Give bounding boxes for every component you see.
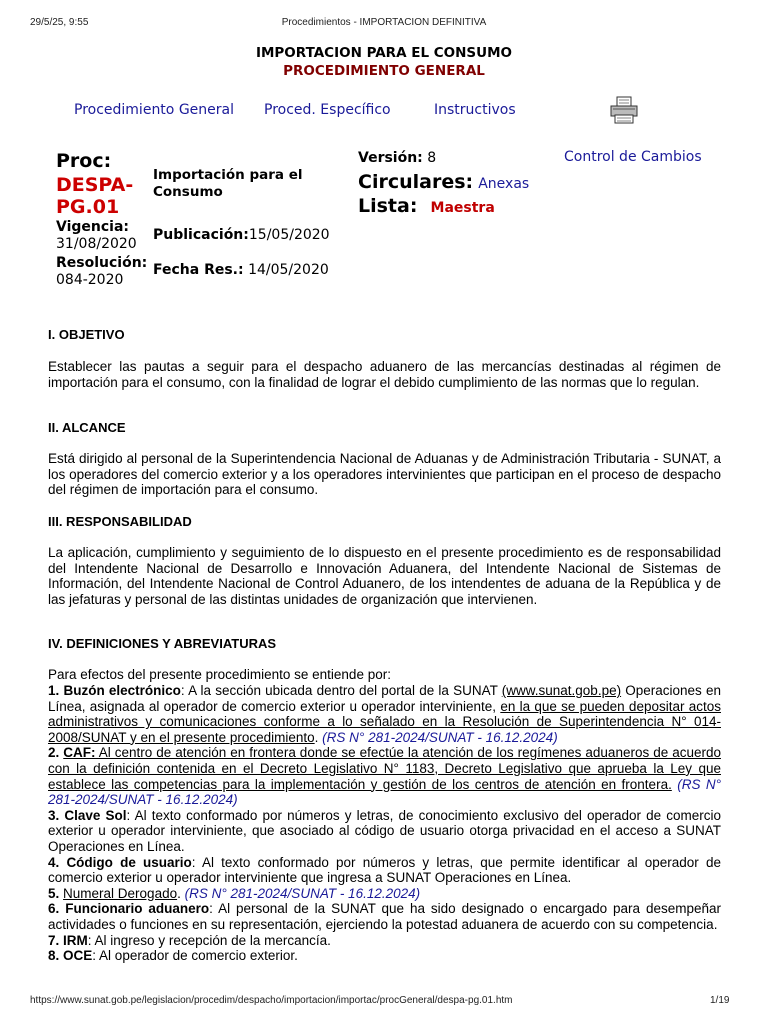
sunat-url-link[interactable]: (www.sunat.gob.pe)	[501, 683, 622, 698]
lista-label: Lista:	[358, 195, 418, 217]
proc-name-line1: Importación para el	[153, 167, 303, 183]
def7-text: : Al ingreso y recepción de la mercancía.	[87, 932, 331, 948]
def3-term: Clave Sol	[64, 807, 127, 823]
alcance-paragraph: Está dirigido al personal de la Superintendencia Nacional de Aduanas y de Administración Tributaria - SUNAT, a los operadores del comercio exterior y a los operadores intervinientes que participan en el proceso de despacho del régimen de importación para el consumo.	[48, 451, 721, 498]
def4-number: 4.	[48, 854, 60, 870]
objetivo-heading: I. OBJETIVO	[48, 327, 125, 342]
fecha-res-label: Fecha Res.:	[153, 262, 244, 278]
def1-text-b: Operaciones en Línea, asignada al operador de comercio exterior u operador interviniente,	[48, 683, 721, 714]
def5-text: Numeral Derogado	[63, 885, 178, 901]
def3-number: 3.	[48, 807, 60, 823]
lista-maestra-link[interactable]: Maestra	[430, 200, 495, 216]
def8-text: : Al operador de comercio exterior.	[92, 948, 298, 964]
nav-procedimiento-general-link[interactable]: Procedimiento General	[74, 102, 234, 118]
document-subtitle: PROCEDIMIENTO GENERAL	[283, 63, 485, 79]
def4-term: Código de usuario	[66, 854, 192, 870]
publicacion-value: 15/05/2020	[248, 227, 330, 243]
definition-item-1	[48, 683, 721, 745]
def1-term: Buzón electrónico	[63, 683, 181, 698]
definition-item-5	[48, 886, 721, 902]
alcance-heading: II. ALCANCE	[48, 420, 126, 435]
def7-term: IRM	[63, 932, 88, 948]
definiciones-heading: IV. DEFINICIONES Y ABREVIATURAS	[48, 636, 277, 651]
definition-item-7	[48, 933, 721, 949]
resolucion-value: 084-2020	[56, 272, 124, 288]
nav-proced-especifico-link[interactable]: Proced. Específico	[264, 102, 391, 118]
proc-name-line2: Consumo	[153, 184, 223, 200]
def8-term: OCE	[63, 948, 93, 964]
def6-number: 6.	[48, 901, 60, 917]
document-title: IMPORTACION PARA EL CONSUMO	[255, 45, 513, 61]
definiciones-intro: Para efectos del presente procedimiento se entiende por:	[48, 667, 391, 682]
def2-term: CAF:	[63, 745, 96, 761]
print-footer-url: https://www.sunat.gob.pe/legislacion/procedim/despacho/importacion/importac/procGeneral/despa-pg.01.htm	[30, 995, 513, 1006]
vigencia-label: Vigencia:	[56, 219, 130, 235]
publicacion	[153, 227, 330, 243]
responsabilidad-paragraph: La aplicación, cumplimiento y seguimiento de lo dispuesto en el presente procedimiento es de responsabilidad del Intendente Nacional de Desarrollo e Innovación Aduanera, del Intendente Nacional de Sistemas de Información, del Intendente Nacional de Control Aduanero, de los intendentes de aduana de la República y de las jefaturas y personal de las distintas unidades de organización que intervienen.	[48, 545, 721, 607]
def6-text: : Al personal de la SUNAT que ha sido designado o encargado para desempeñar actividades o funciones en su representación, ejerciendo la potestad aduanera de acuerdo con su competencia.	[48, 901, 722, 932]
printer-icon[interactable]	[609, 96, 639, 124]
circulares-label: Circulares:	[358, 171, 474, 193]
vigencia-value: 31/08/2020	[56, 236, 137, 252]
def8-number: 8.	[48, 948, 60, 964]
circulares	[358, 171, 529, 193]
version-value: 8	[427, 150, 437, 166]
publicacion-label: Publicación:	[153, 227, 249, 243]
nav-instructivos-link[interactable]: Instructivos	[434, 102, 516, 118]
print-page-number: 1/19	[710, 995, 730, 1006]
definition-item-2	[48, 745, 721, 807]
definition-item-6	[48, 901, 721, 932]
print-datetime: 29/5/25, 9:55	[30, 17, 89, 28]
definition-item-4	[48, 855, 721, 886]
definition-item-3	[48, 808, 721, 855]
lista	[358, 195, 495, 217]
responsabilidad-heading: III. RESPONSABILIDAD	[48, 514, 192, 529]
def6-term: Funcionario aduanero	[65, 901, 210, 917]
control-cambios-link[interactable]: Control de Cambios	[564, 149, 702, 165]
resolucion-label: Resolución:	[56, 255, 148, 271]
def2-rs-note: (RS N° 281-2024/SUNAT - 16.12.2024)	[48, 776, 721, 808]
version-label: Versión:	[358, 150, 423, 166]
def2-text: Al centro de atención en frontera donde se efectúe la atención de los regímenes aduaneros de acuerdo con la definición contenida en el Decreto Legislativo N° 1183, Decreto Legislativo que aprueba la Ley que establece las competencias para la implementación y gestión de los centros de atención en frontera.	[48, 745, 721, 792]
def1-number: 1.	[48, 683, 60, 698]
print-page-title: Procedimientos - IMPORTACION DEFINITIVA	[281, 17, 487, 28]
fecha-res	[153, 262, 329, 278]
def5-dot: .	[177, 885, 185, 901]
fecha-res-value: 14/05/2020	[248, 262, 329, 278]
objetivo-paragraph: Establecer las pautas a seguir para el despacho aduanero de las mercancías destinadas al régimen de importación para el consumo, con la finalidad de lograr el debido cumplimiento de las normas que lo regulan.	[48, 359, 721, 390]
def1-text-a: : A la sección ubicada dentro del portal de la SUNAT	[180, 683, 502, 698]
def5-number: 5.	[48, 885, 60, 901]
definition-item-8	[48, 948, 721, 964]
def5-rs-note: (RS N° 281-2024/SUNAT - 16.12.2024)	[184, 885, 421, 901]
proc-code-line2: PG.01	[56, 196, 120, 218]
proc-code-line1: DESPA-	[56, 174, 134, 196]
definitions-list	[48, 683, 721, 964]
def1-rs-note: (RS N° 281-2024/SUNAT - 16.12.2024)	[322, 729, 558, 745]
def1-text-c: .	[314, 729, 323, 745]
proc-label: Proc:	[56, 150, 112, 172]
def1-underlined: en la que se pueden depositar actos administrativos y comunicaciones conforme a lo señalado en la Resolución de Superintendencia N° 014-2008/SUNAT y en el presente procedimiento	[48, 698, 721, 745]
def4-text: : Al texto conformado por números y letras, que permite identificar al operador de comercio exterior u operador interviniente que ingresa a SUNAT Operaciones en Línea.	[48, 854, 721, 886]
def3-text: : Al texto conformado por números y letras, de conocimiento exclusivo del operador de comercio exterior u operador interviniente, que asociado al código de usuario otorga privacidad en el acceso a SUNAT Operaciones en Línea.	[48, 807, 721, 854]
def7-number: 7.	[48, 932, 60, 948]
version	[358, 150, 436, 166]
circulares-anexas-link[interactable]: Anexas	[478, 176, 530, 192]
def2-number: 2.	[48, 745, 60, 761]
